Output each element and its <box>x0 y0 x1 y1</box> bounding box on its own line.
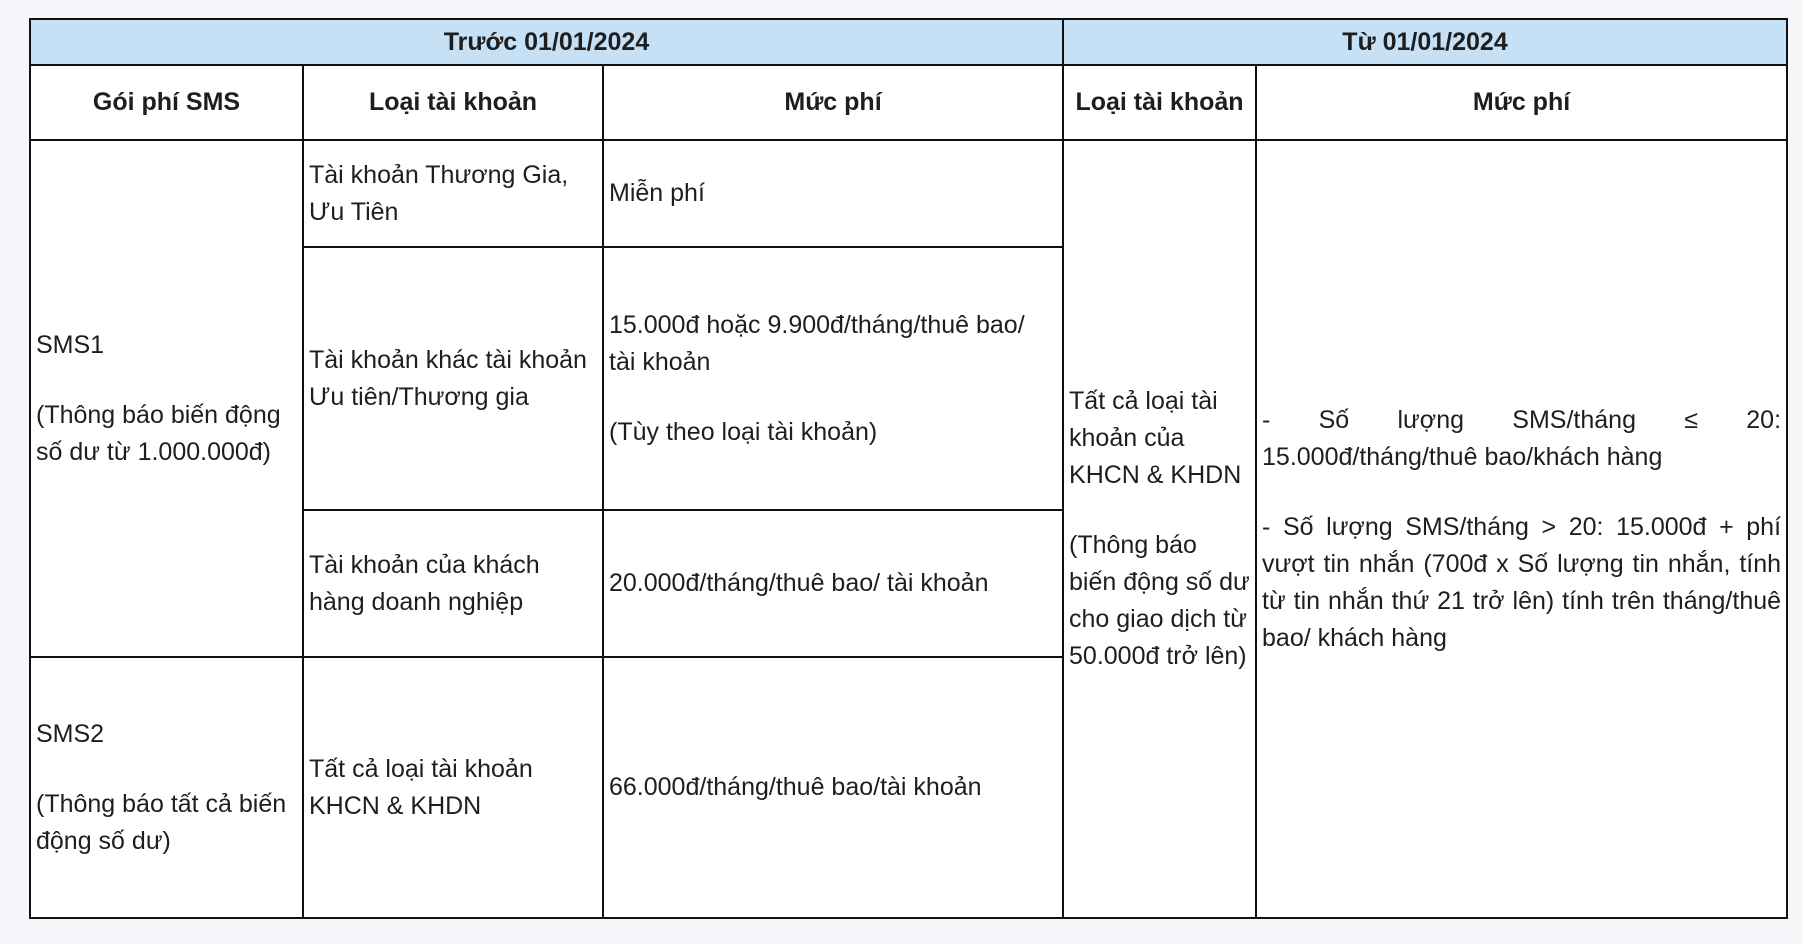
col-header-account-type-after: Loại tài khoản <box>1063 65 1256 140</box>
after-2024-fee-line1: - Số lượng SMS/tháng ≤ 20: 15.000đ/tháng/thuê bao/khách hàng <box>1262 405 1782 471</box>
after-2024-account-cell <box>1063 140 1256 918</box>
sms2-package-cell <box>30 657 303 918</box>
column-header-row <box>30 65 1787 140</box>
sms1-account-other: Tài khoản khác tài khoản Ưu tiên/Thương gia <box>303 247 603 510</box>
sms2-account: Tất cả loại tài khoản KHCN & KHDN <box>303 657 603 918</box>
sms-fee-table <box>29 18 1788 919</box>
sms-fee-table-container <box>29 18 1786 919</box>
group-header-row <box>30 19 1787 65</box>
col-header-package: Gói phí SMS <box>30 65 303 140</box>
sms1-fee-thuong-gia: Miễn phí <box>603 140 1063 247</box>
sms1-name: SMS1 <box>36 330 105 359</box>
col-header-fee-before: Mức phí <box>603 65 1063 140</box>
sms1-account-thuong-gia: Tài khoản Thương Gia, Ưu Tiên <box>303 140 603 247</box>
sms1-fee-business: 20.000đ/tháng/thuê bao/ tài khoản <box>603 510 1063 657</box>
sms1-account-business: Tài khoản của khách hàng doanh nghiệp <box>303 510 603 657</box>
sms2-name: SMS2 <box>36 719 105 748</box>
sms1-description: (Thông báo biến động số dư từ 1.000.000đ) <box>36 400 281 466</box>
header-from-2024: Từ 01/01/2024 <box>1063 19 1787 65</box>
table-row <box>30 140 1787 247</box>
sms2-description: (Thông báo tất cả biến động số dư) <box>36 789 287 855</box>
sms1-package-cell <box>30 140 303 657</box>
after-2024-fee-line2: - Số lượng SMS/tháng > 20: 15.000đ + phí vượt tin nhắn (700đ x Số lượng tin nhắn, tính từ tin nhắn thứ 21 trở lên) tính trên tháng/thuê bao/ khách hàng <box>1262 512 1782 652</box>
sms1-fee-other-note: (Tùy theo loại tài khoản) <box>609 417 878 446</box>
col-header-fee-after: Mức phí <box>1256 65 1787 140</box>
after-2024-account: Tất cả loại tài khoản của KHCN & KHDN <box>1069 387 1242 489</box>
sms1-fee-other-cell <box>603 247 1063 510</box>
header-before-2024: Trước 01/01/2024 <box>30 19 1063 65</box>
after-2024-account-note: (Thông báo biến động số dư cho giao dịch từ 50.000đ trở lên) <box>1069 531 1250 670</box>
col-header-account-type-before: Loại tài khoản <box>303 65 603 140</box>
sms1-fee-other: 15.000đ hoặc 9.900đ/tháng/thuê bao/ tài khoản <box>609 310 1025 376</box>
after-2024-fee-cell <box>1256 140 1787 918</box>
sms2-fee: 66.000đ/tháng/thuê bao/tài khoản <box>603 657 1063 918</box>
